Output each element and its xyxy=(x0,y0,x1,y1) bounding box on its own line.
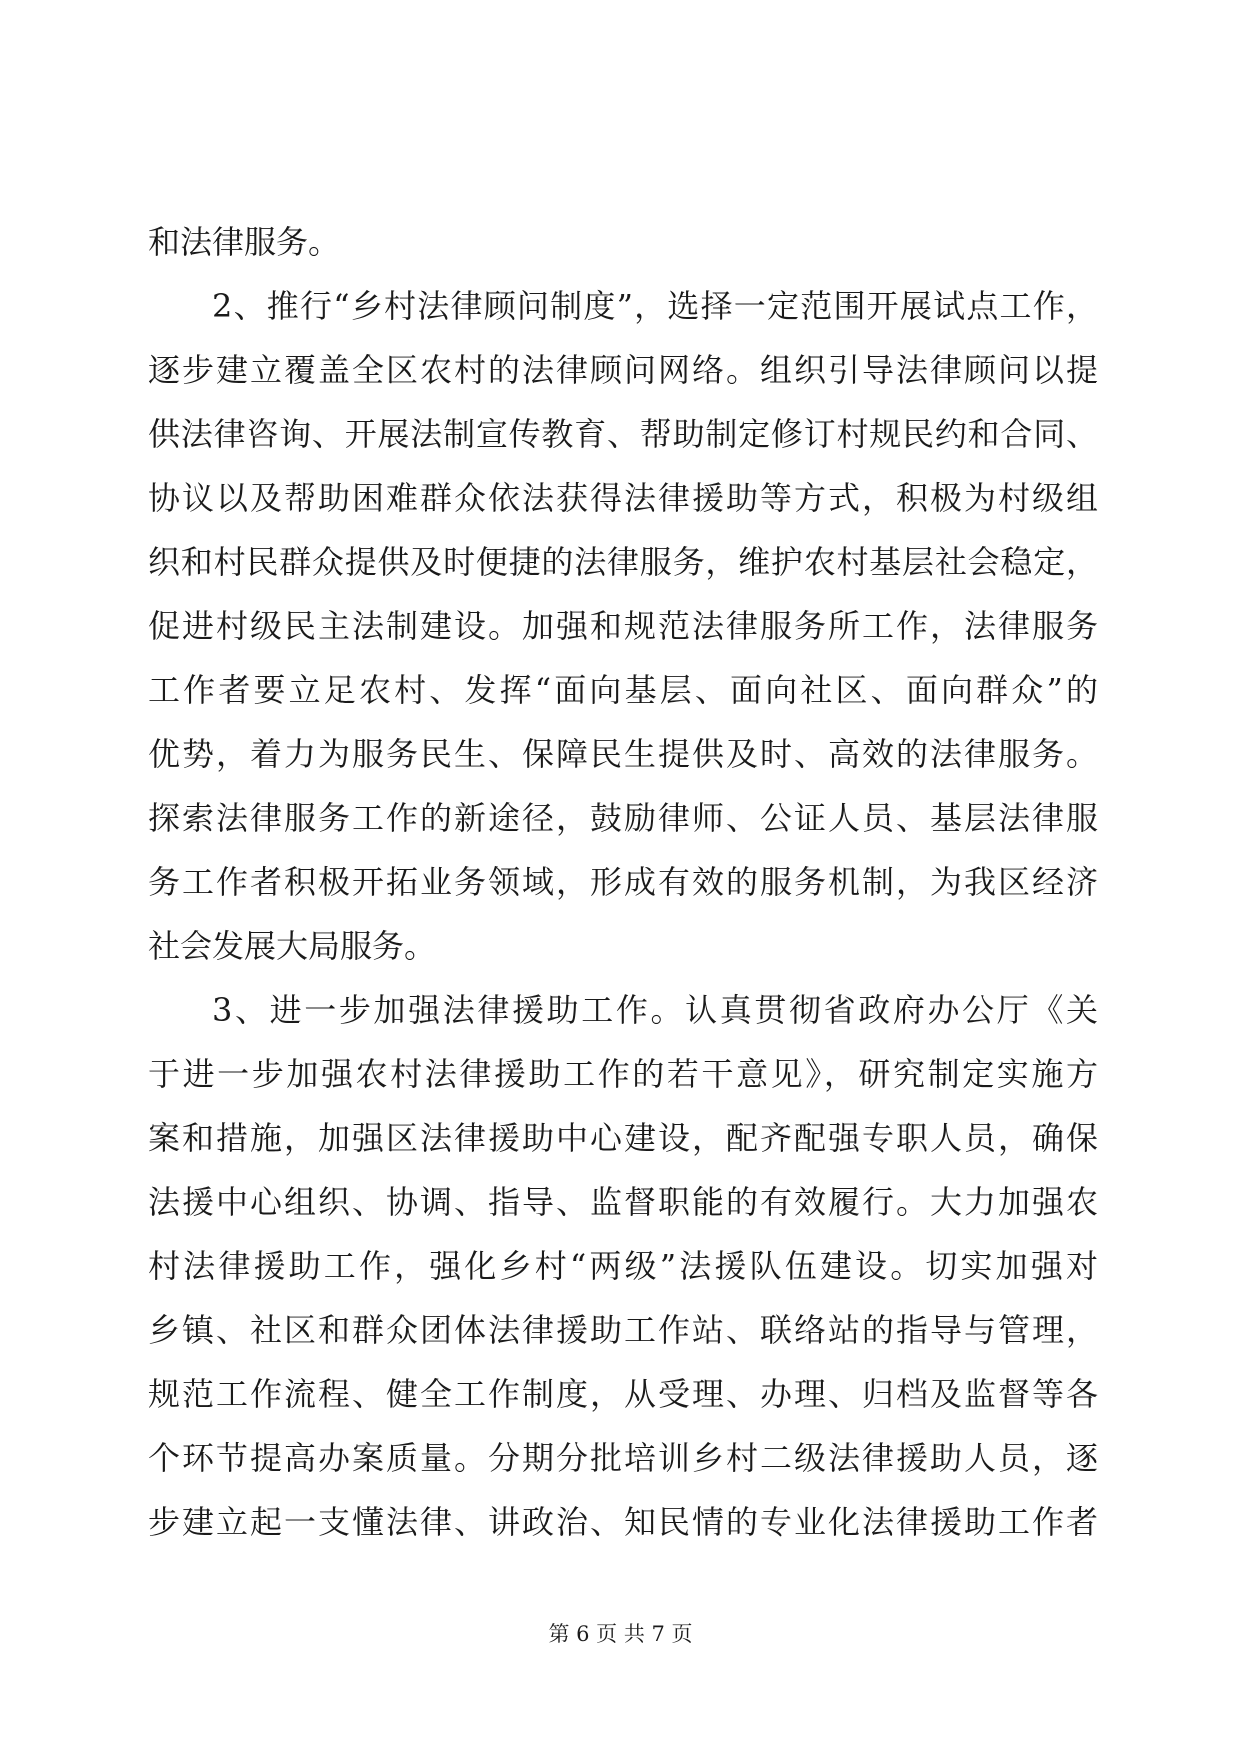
page-footer: 第 6 页 共 7 页 xyxy=(548,1622,693,1646)
text-line: 规范工作流程、健全工作制度，从受理、办理、归档及监督等各 xyxy=(148,1375,1098,1413)
text-line: 探索法律服务工作的新途径，鼓励律师、公证人员、基层法律服 xyxy=(148,799,1098,837)
text-line: 工作者要立足农村、发挥“面向基层、面向社区、面向群众”的 xyxy=(148,671,1098,709)
text-line: 和法律服务。 xyxy=(148,223,341,261)
text-line: 优势，着力为服务民生、保障民生提供及时、高效的法律服务。 xyxy=(148,735,1098,773)
text-line: 织和村民群众提供及时便捷的法律服务，维护农村基层社会稳定， xyxy=(148,543,1098,581)
text-line: 步建立起一支懂法律、讲政治、知民情的专业化法律援助工作者 xyxy=(148,1503,1098,1541)
text-line: 2、推行“乡村法律顾问制度”，选择一定范围开展试点工作， xyxy=(212,287,1098,325)
text-line: 案和措施，加强区法律援助中心建设，配齐配强专职人员，确保 xyxy=(148,1119,1098,1157)
text-line: 社会发展大局服务。 xyxy=(148,927,437,965)
text-line: 村法律援助工作，强化乡村“两级”法援队伍建设。切实加强对 xyxy=(148,1247,1098,1285)
text-line: 3、进一步加强法律援助工作。认真贯彻省政府办公厅《关 xyxy=(212,991,1098,1029)
text-line: 乡镇、社区和群众团体法律援助工作站、联络站的指导与管理， xyxy=(148,1311,1098,1349)
text-line: 务工作者积极开拓业务领域，形成有效的服务机制，为我区经济 xyxy=(148,863,1098,901)
text-line: 协议以及帮助困难群众依法获得法律援助等方式，积极为村级组 xyxy=(148,479,1098,517)
text-line: 逐步建立覆盖全区农村的法律顾问网络。组织引导法律顾问以提 xyxy=(148,351,1098,389)
text-line: 法援中心组织、协调、指导、监督职能的有效履行。大力加强农 xyxy=(148,1183,1098,1221)
text-line: 供法律咨询、开展法制宣传教育、帮助制定修订村规民约和合同、 xyxy=(148,415,1098,453)
text-line: 促进村级民主法制建设。加强和规范法律服务所工作，法律服务 xyxy=(148,607,1098,645)
text-line: 于进一步加强农村法律援助工作的若干意见》，研究制定实施方 xyxy=(148,1055,1098,1093)
body-text xyxy=(148,210,1098,1554)
text-line: 个环节提高办案质量。分期分批培训乡村二级法律援助人员，逐 xyxy=(148,1439,1098,1477)
